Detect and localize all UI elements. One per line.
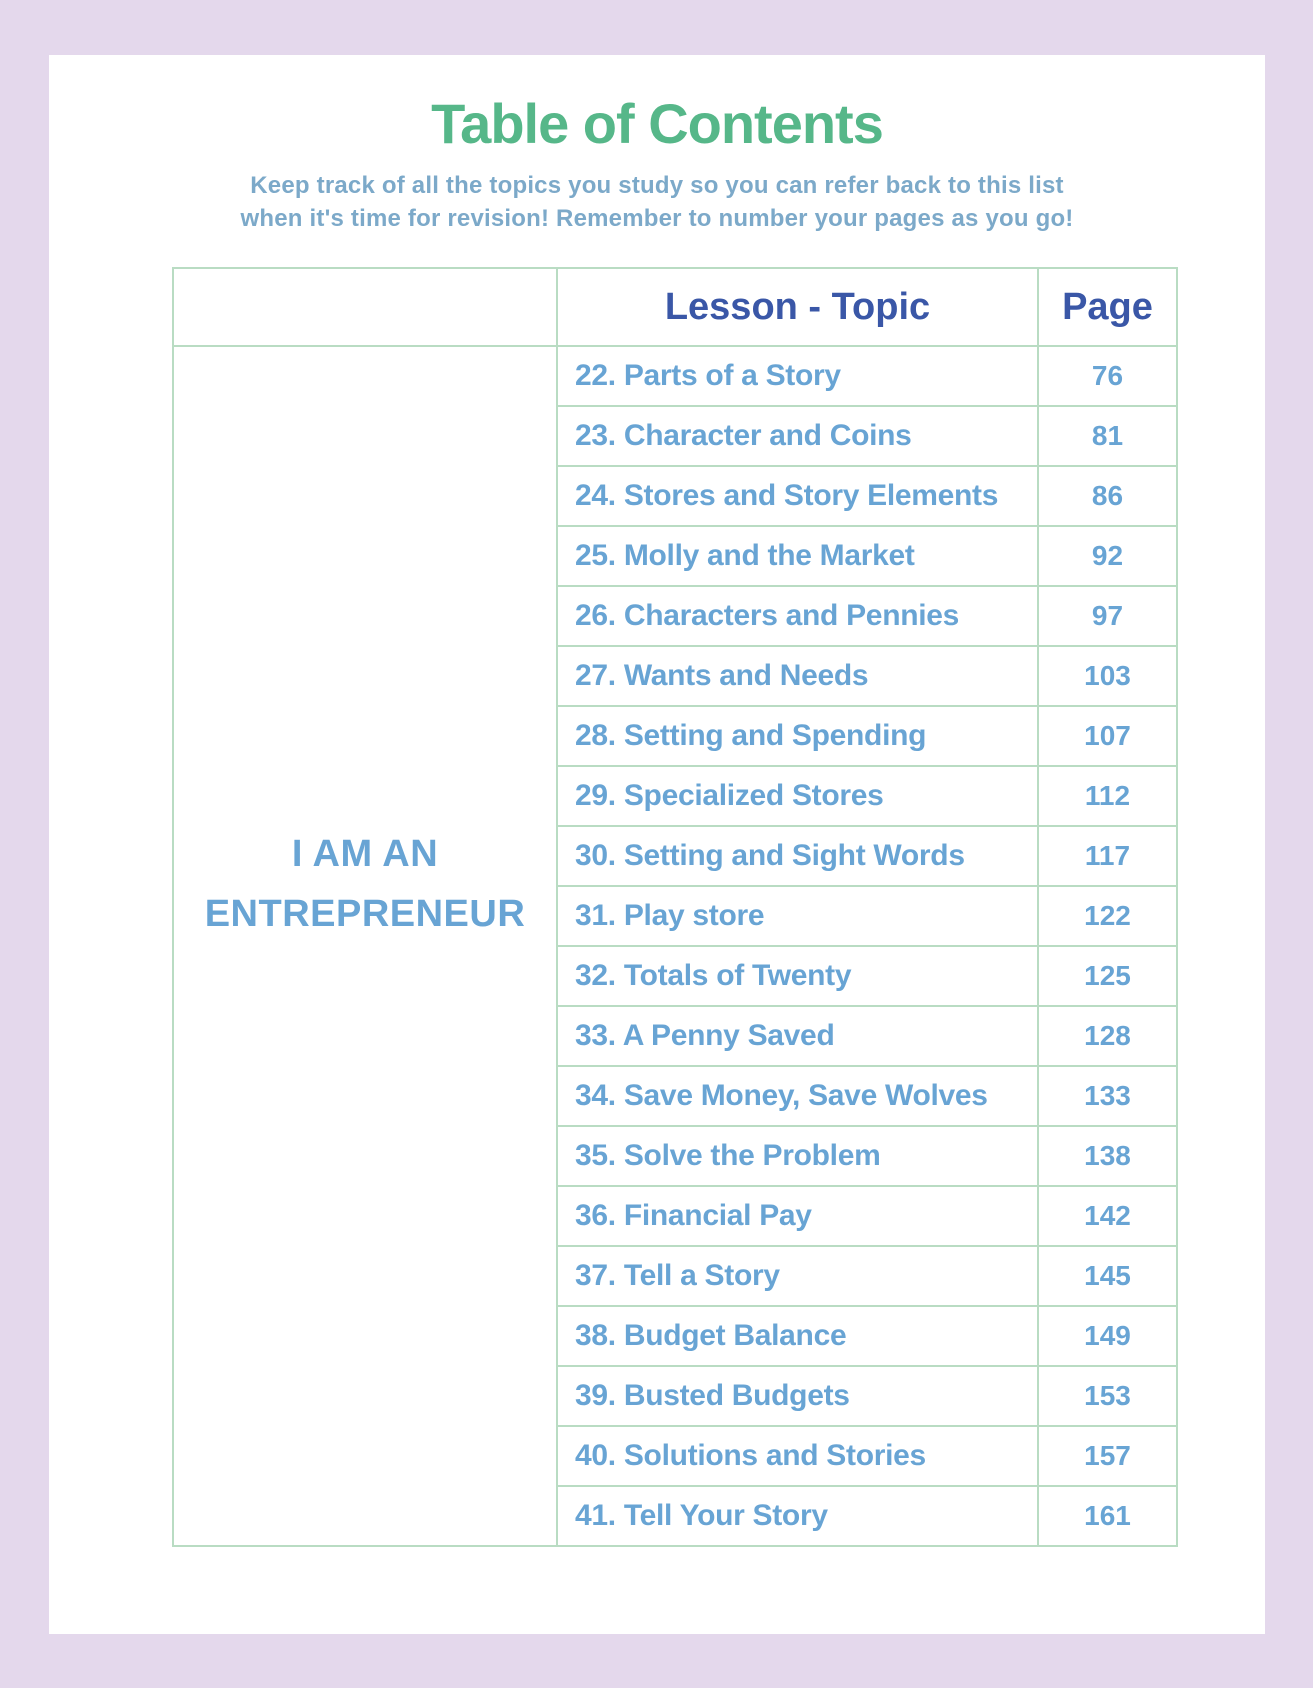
lesson-cell: 30. Setting and Sight Words	[557, 826, 1038, 886]
section-cell	[173, 346, 557, 1546]
section-label-line-2: ENTREPRENEUR	[204, 892, 526, 935]
page-cell: 145	[1038, 1246, 1177, 1306]
page-cell: 81	[1038, 406, 1177, 466]
page-cell: 92	[1038, 526, 1177, 586]
page-cell: 97	[1038, 586, 1177, 646]
page-cell: 138	[1038, 1126, 1177, 1186]
page-cell: 125	[1038, 946, 1177, 1006]
toc-table	[172, 267, 1178, 1547]
page-cell: 117	[1038, 826, 1177, 886]
lesson-cell: 23. Character and Coins	[557, 406, 1038, 466]
lesson-cell: 24. Stores and Story Elements	[557, 466, 1038, 526]
page-cell: 133	[1038, 1066, 1177, 1126]
corner-cell	[173, 268, 557, 346]
page-cell: 76	[1038, 346, 1177, 406]
subtitle-line-1: Keep track of all the topics you study so you can refer back to this list	[250, 172, 1064, 199]
page-subtitle	[49, 169, 1265, 235]
page-title: Table of Contents	[431, 92, 883, 155]
page-cell: 107	[1038, 706, 1177, 766]
lesson-cell: 25. Molly and the Market	[557, 526, 1038, 586]
lesson-cell: 31. Play store	[557, 886, 1038, 946]
page-cell: 142	[1038, 1186, 1177, 1246]
column-header-topic: Lesson - Topic	[557, 268, 1038, 346]
table-row	[173, 346, 1177, 406]
column-header-page: Page	[1038, 268, 1177, 346]
lesson-cell: 34. Save Money, Save Wolves	[557, 1066, 1038, 1126]
lesson-cell: 32. Totals of Twenty	[557, 946, 1038, 1006]
lesson-cell: 37. Tell a Story	[557, 1246, 1038, 1306]
page-sheet	[49, 55, 1265, 1634]
page-cell: 161	[1038, 1486, 1177, 1546]
lesson-cell: 40. Solutions and Stories	[557, 1426, 1038, 1486]
page-cell: 149	[1038, 1306, 1177, 1366]
lesson-cell: 41. Tell Your Story	[557, 1486, 1038, 1546]
page-cell: 86	[1038, 466, 1177, 526]
lesson-cell: 39. Busted Budgets	[557, 1366, 1038, 1426]
page-cell: 122	[1038, 886, 1177, 946]
lesson-cell: 38. Budget Balance	[557, 1306, 1038, 1366]
subtitle-line-2: when it's time for revision! Remember to number your pages as you go!	[240, 205, 1074, 232]
page-cell: 157	[1038, 1426, 1177, 1486]
table-header-row	[173, 268, 1177, 346]
lesson-cell: 22. Parts of a Story	[557, 346, 1038, 406]
lesson-cell: 26. Characters and Pennies	[557, 586, 1038, 646]
page-cell: 128	[1038, 1006, 1177, 1066]
page-cell: 112	[1038, 766, 1177, 826]
lesson-cell: 27. Wants and Needs	[557, 646, 1038, 706]
lesson-cell: 36. Financial Pay	[557, 1186, 1038, 1246]
page-cell: 153	[1038, 1366, 1177, 1426]
section-label	[174, 824, 556, 944]
lesson-cell: 33. A Penny Saved	[557, 1006, 1038, 1066]
lesson-cell: 29. Specialized Stores	[557, 766, 1038, 826]
lesson-cell: 35. Solve the Problem	[557, 1126, 1038, 1186]
section-label-line-1: I AM AN	[291, 832, 439, 875]
lesson-cell: 28. Setting and Spending	[557, 706, 1038, 766]
page-cell: 103	[1038, 646, 1177, 706]
